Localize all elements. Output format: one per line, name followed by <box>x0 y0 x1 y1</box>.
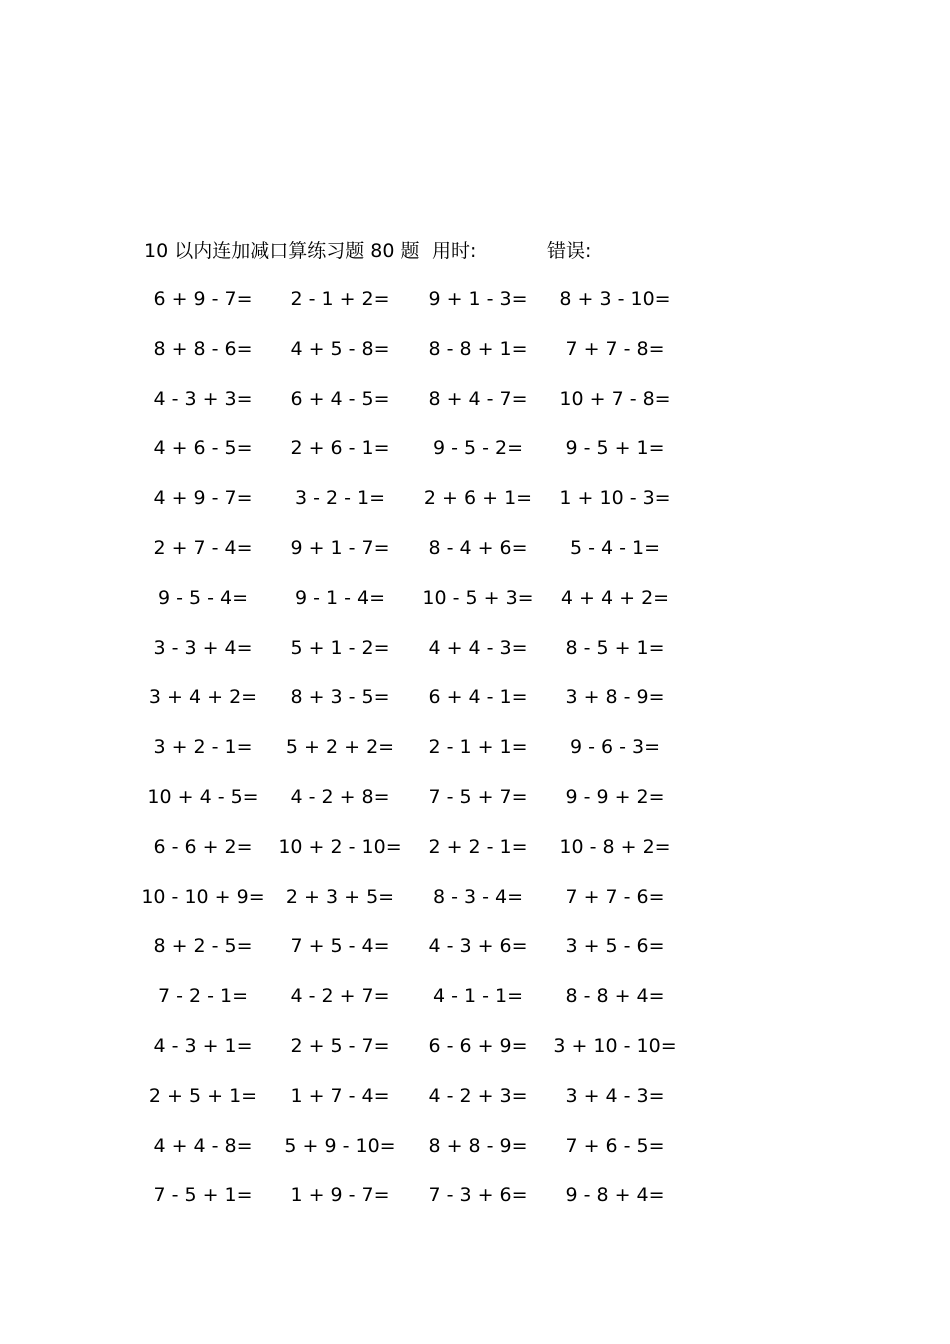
problem: 9 + 1 - 3= <box>428 288 528 310</box>
problem: 5 + 9 - 10= <box>284 1134 396 1157</box>
problem: 7 + 7 - 6= <box>565 885 665 908</box>
problem-row <box>0 1082 950 1132</box>
problem: 10 + 2 - 10= <box>278 835 402 858</box>
problem: 10 - 5 + 3= <box>422 586 534 609</box>
problem: 2 + 5 - 7= <box>290 1034 390 1057</box>
problem-row <box>0 434 950 484</box>
problem-grid <box>0 285 950 1231</box>
problem: 3 + 10 - 10= <box>553 1034 677 1057</box>
problem: 2 + 6 + 1= <box>423 487 533 510</box>
problem: 2 + 5 + 1= <box>148 1084 258 1107</box>
problem: 10 - 8 + 2= <box>559 835 671 858</box>
problem: 1 + 9 - 7= <box>290 1184 390 1207</box>
problem-row <box>0 883 950 933</box>
problem: 3 + 5 - 6= <box>565 935 665 958</box>
problem: 9 - 9 + 2= <box>565 785 665 808</box>
problem: 8 - 8 + 4= <box>565 985 665 1008</box>
problem: 4 - 2 + 3= <box>428 1084 528 1107</box>
problem-row <box>0 932 950 982</box>
problem: 5 + 2 + 2= <box>285 736 395 759</box>
problem: 3 + 2 - 1= <box>153 736 253 759</box>
problem: 7 - 5 + 1= <box>153 1184 253 1207</box>
problem: 9 - 1 - 4= <box>294 586 386 609</box>
problem: 10 + 4 - 5= <box>147 785 259 808</box>
problem-row <box>0 1032 950 1082</box>
problem: 9 - 5 - 2= <box>432 437 524 460</box>
problem: 6 + 9 - 7= <box>153 288 253 310</box>
problem-row <box>0 982 950 1032</box>
problem: 4 - 2 + 7= <box>290 985 390 1008</box>
problem-row <box>0 833 950 883</box>
problem: 2 - 1 + 2= <box>290 288 390 310</box>
problem: 2 + 7 - 4= <box>153 536 253 559</box>
problem: 9 - 5 + 1= <box>565 437 665 460</box>
problem: 4 - 3 + 3= <box>153 387 253 410</box>
problem-row <box>0 335 950 385</box>
problem: 8 - 8 + 1= <box>428 337 528 360</box>
problem: 8 + 2 - 5= <box>153 935 253 958</box>
problem: 8 + 8 - 6= <box>153 337 253 360</box>
problem: 8 + 8 - 9= <box>428 1134 528 1157</box>
problem: 3 - 2 - 1= <box>294 487 386 510</box>
problem: 8 - 3 - 4= <box>432 885 524 908</box>
problem-row <box>0 634 950 684</box>
problem: 1 + 7 - 4= <box>290 1084 390 1107</box>
problem-row <box>0 484 950 534</box>
problem: 4 + 5 - 8= <box>290 337 390 360</box>
problem-row <box>0 584 950 634</box>
problem-row <box>0 1181 950 1231</box>
problem: 7 - 2 - 1= <box>157 985 249 1008</box>
problem: 7 + 7 - 8= <box>565 337 665 360</box>
problem: 4 - 3 + 1= <box>153 1034 253 1057</box>
problem: 1 + 10 - 3= <box>559 487 671 510</box>
problem: 6 + 4 - 5= <box>290 387 390 410</box>
problem: 8 + 3 - 10= <box>559 288 671 310</box>
problem: 10 - 10 + 9= <box>141 885 265 908</box>
problem: 5 + 1 - 2= <box>290 636 390 659</box>
problem: 6 - 6 + 9= <box>428 1034 528 1057</box>
problem: 3 + 8 - 9= <box>565 686 665 709</box>
problem: 2 + 3 + 5= <box>285 885 395 908</box>
problem: 6 + 4 - 1= <box>428 686 528 709</box>
problem: 7 + 6 - 5= <box>565 1134 665 1157</box>
problem: 4 + 6 - 5= <box>153 437 253 460</box>
problem: 5 - 4 - 1= <box>569 536 661 559</box>
worksheet-title: 10 以内连加减口算练习题 80 题 <box>144 240 420 262</box>
time-label: 用时: <box>432 240 477 262</box>
problem: 6 - 6 + 2= <box>153 835 253 858</box>
problem: 8 - 4 + 6= <box>428 536 528 559</box>
problem-row <box>0 783 950 833</box>
problem: 4 - 1 - 1= <box>432 985 524 1008</box>
problem: 7 + 5 - 4= <box>290 935 390 958</box>
problem: 4 - 2 + 8= <box>290 785 390 808</box>
problem-row <box>0 285 950 335</box>
problem: 7 - 5 + 7= <box>428 785 528 808</box>
problem: 3 + 4 - 3= <box>565 1084 665 1107</box>
problem: 9 - 6 - 3= <box>569 736 661 759</box>
problem-row <box>0 683 950 733</box>
problem: 9 - 8 + 4= <box>565 1184 665 1207</box>
errors-label: 错误: <box>547 240 592 262</box>
problem: 4 - 3 + 6= <box>428 935 528 958</box>
problem: 4 + 9 - 7= <box>153 487 253 510</box>
problem: 9 - 5 - 4= <box>157 586 249 609</box>
problem: 7 - 3 + 6= <box>428 1184 528 1207</box>
problem: 8 + 3 - 5= <box>290 686 390 709</box>
problem-row <box>0 1132 950 1182</box>
problem: 3 - 3 + 4= <box>153 636 253 659</box>
problem: 8 - 5 + 1= <box>565 636 665 659</box>
problem-row <box>0 733 950 783</box>
problem: 4 + 4 - 3= <box>428 636 528 659</box>
problem: 4 + 4 - 8= <box>153 1134 253 1157</box>
problem-row <box>0 385 950 435</box>
problem-row <box>0 534 950 584</box>
problem: 8 + 4 - 7= <box>428 387 528 410</box>
problem: 2 + 6 - 1= <box>290 437 390 460</box>
problem: 9 + 1 - 7= <box>290 536 390 559</box>
problem: 2 + 2 - 1= <box>428 835 528 858</box>
problem: 3 + 4 + 2= <box>148 686 258 709</box>
worksheet-header <box>0 236 950 264</box>
problem: 2 - 1 + 1= <box>428 736 528 759</box>
problem: 10 + 7 - 8= <box>559 387 671 410</box>
problem: 4 + 4 + 2= <box>560 586 670 609</box>
